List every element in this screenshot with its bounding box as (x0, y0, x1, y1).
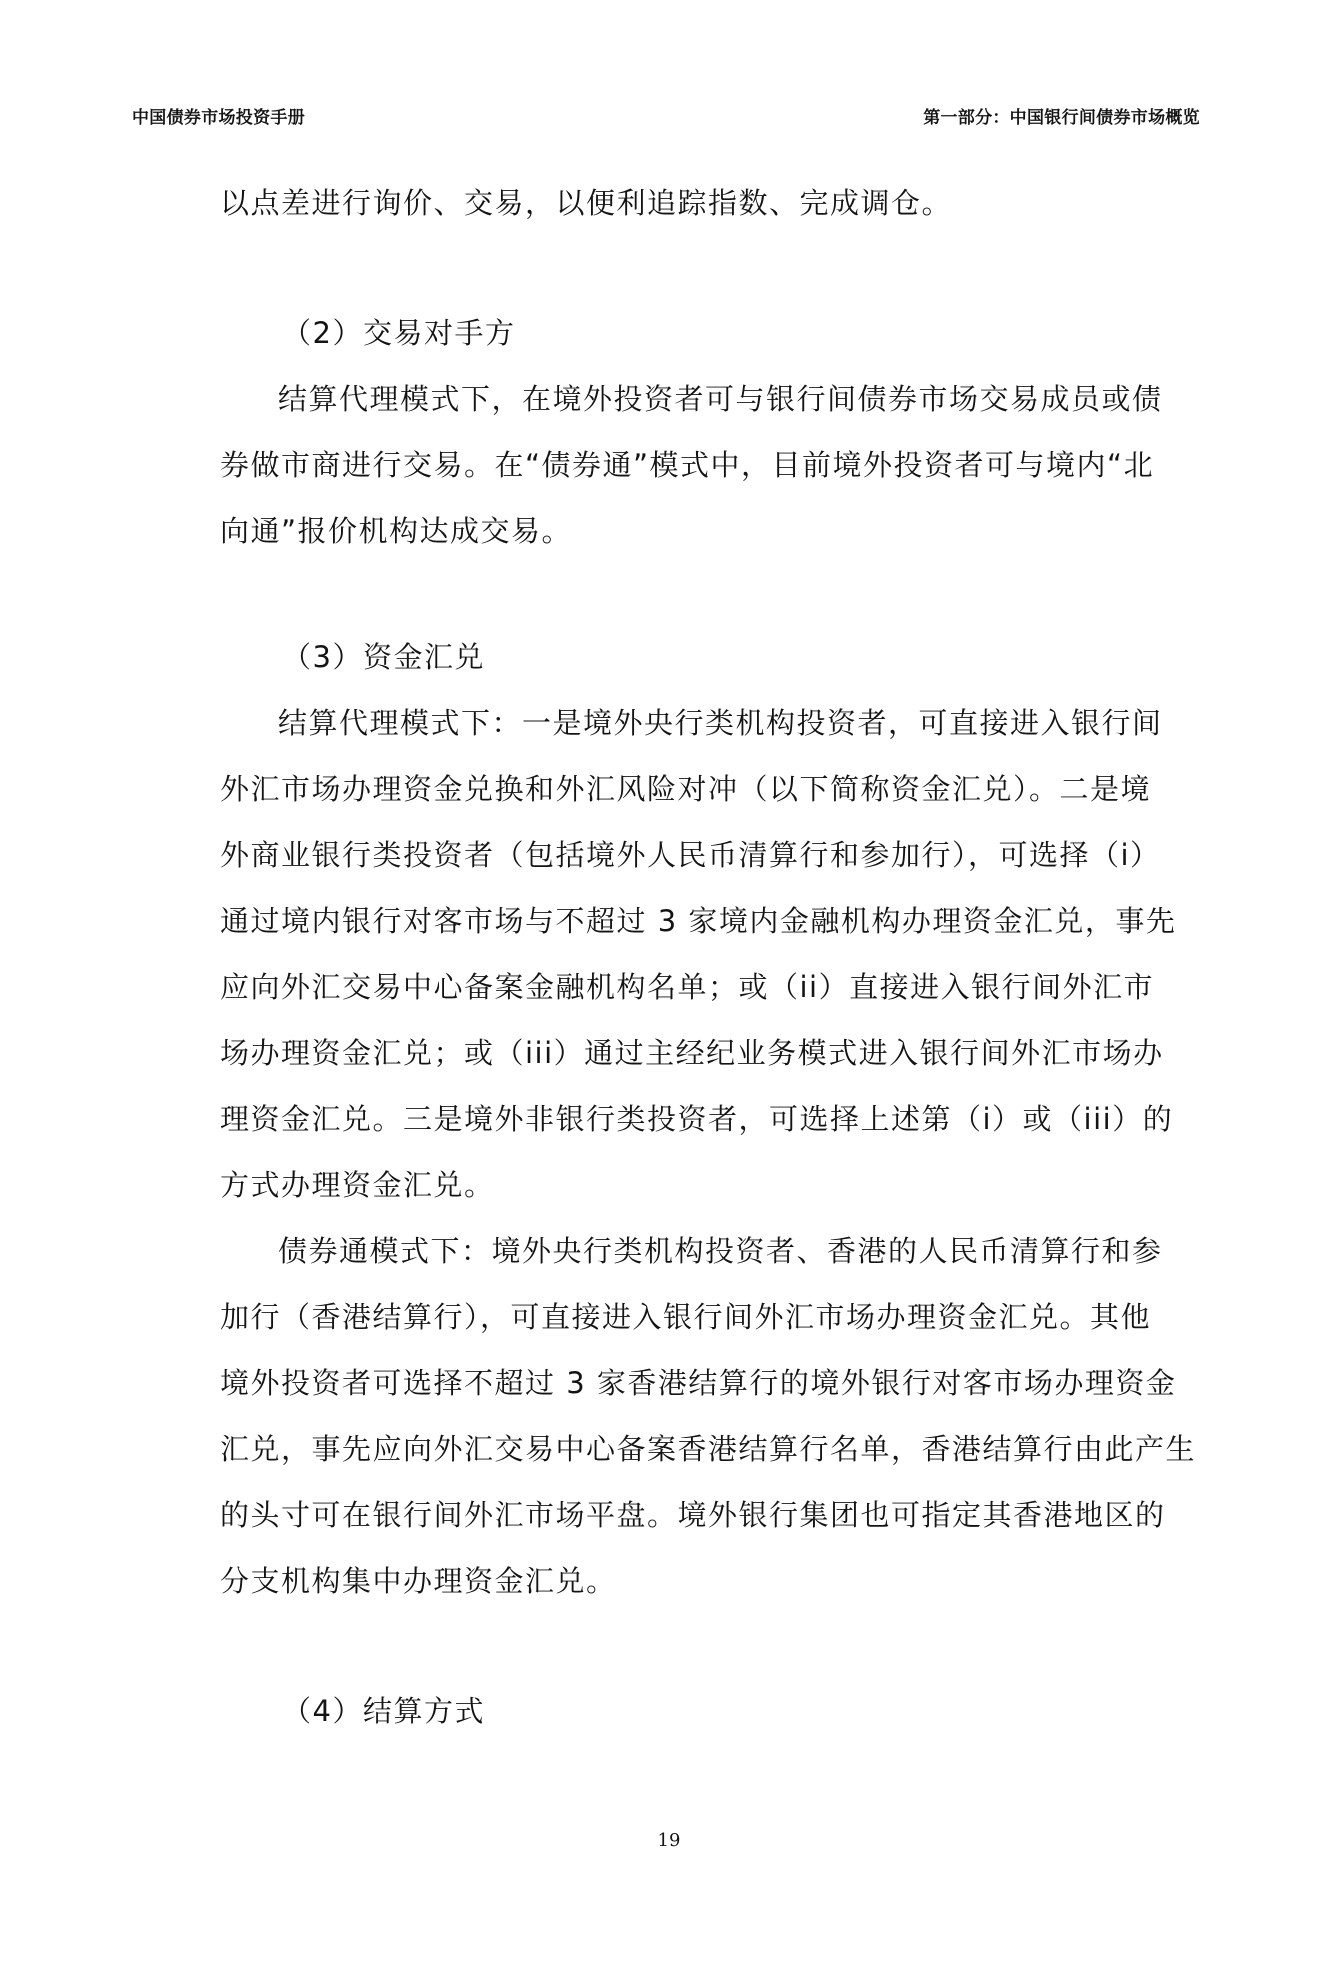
section-heading-settlement: （4）结算方式 (282, 1694, 485, 1728)
text-line: 债券通模式下：境外央行类机构投资者、香港的人民币清算行和参 (278, 1234, 1163, 1268)
page-header (132, 102, 1200, 128)
text-line: 理资金汇兑。三是境外非银行类投资者，可选择上述第（i）或（iii）的 (220, 1102, 1174, 1136)
text-line: 场办理资金汇兑；或（iii）通过主经纪业务模式进入银行间外汇市场办 (220, 1036, 1164, 1070)
header-section-title: 第一部分：中国银行间债券市场概览 (923, 107, 1200, 128)
page-number: 19 (657, 1830, 681, 1851)
text-line: 境外投资者可选择不超过 3 家香港结算行的境外银行对客市场办理资金 (220, 1366, 1177, 1400)
text-line: 向通”报价机构达成交易。 (220, 514, 573, 548)
text-line: 通过境内银行对客市场与不超过 3 家境内金融机构办理资金汇兑，事先 (220, 904, 1177, 938)
page-body (220, 170, 1197, 1744)
text-line: 加行（香港结算行），可直接进入银行间外汇市场办理资金汇兑。其他 (220, 1300, 1152, 1334)
header-document-title: 中国债券市场投资手册 (132, 107, 305, 128)
text-line: 汇兑，事先应向外汇交易中心备案香港结算行名单，香港结算行由此产生 (220, 1432, 1197, 1466)
text-line: 结算代理模式下，在境外投资者可与银行间债券市场交易成员或债 (278, 382, 1163, 416)
text-line: 以点差进行询价、交易，以便利追踪指数、完成调仓。 (220, 186, 953, 220)
text-line: 分支机构集中办理资金汇兑。 (220, 1564, 617, 1598)
text-line: 外汇市场办理资金兑换和外汇风险对冲（以下简称资金汇兑）。二是境 (220, 772, 1152, 806)
text-line: 应向外汇交易中心备案金融机构名单；或（ii）直接进入银行间外汇市 (220, 970, 1155, 1004)
section-heading-fx-conversion: （3）资金汇兑 (282, 640, 485, 674)
text-line: 外商业银行类投资者（包括境外人民币清算行和参加行），可选择（i） (220, 838, 1161, 872)
section-heading-counterparty: （2）交易对手方 (282, 316, 516, 350)
text-line: 券做市商进行交易。在“债券通”模式中，目前境外投资者可与境内“北 (220, 448, 1155, 482)
text-line: 结算代理模式下：一是境外央行类机构投资者，可直接进入银行间 (278, 706, 1163, 740)
text-line: 方式办理资金汇兑。 (220, 1168, 495, 1202)
text-line: 的头寸可在银行间外汇市场平盘。境外银行集团也可指定其香港地区的 (220, 1498, 1166, 1532)
